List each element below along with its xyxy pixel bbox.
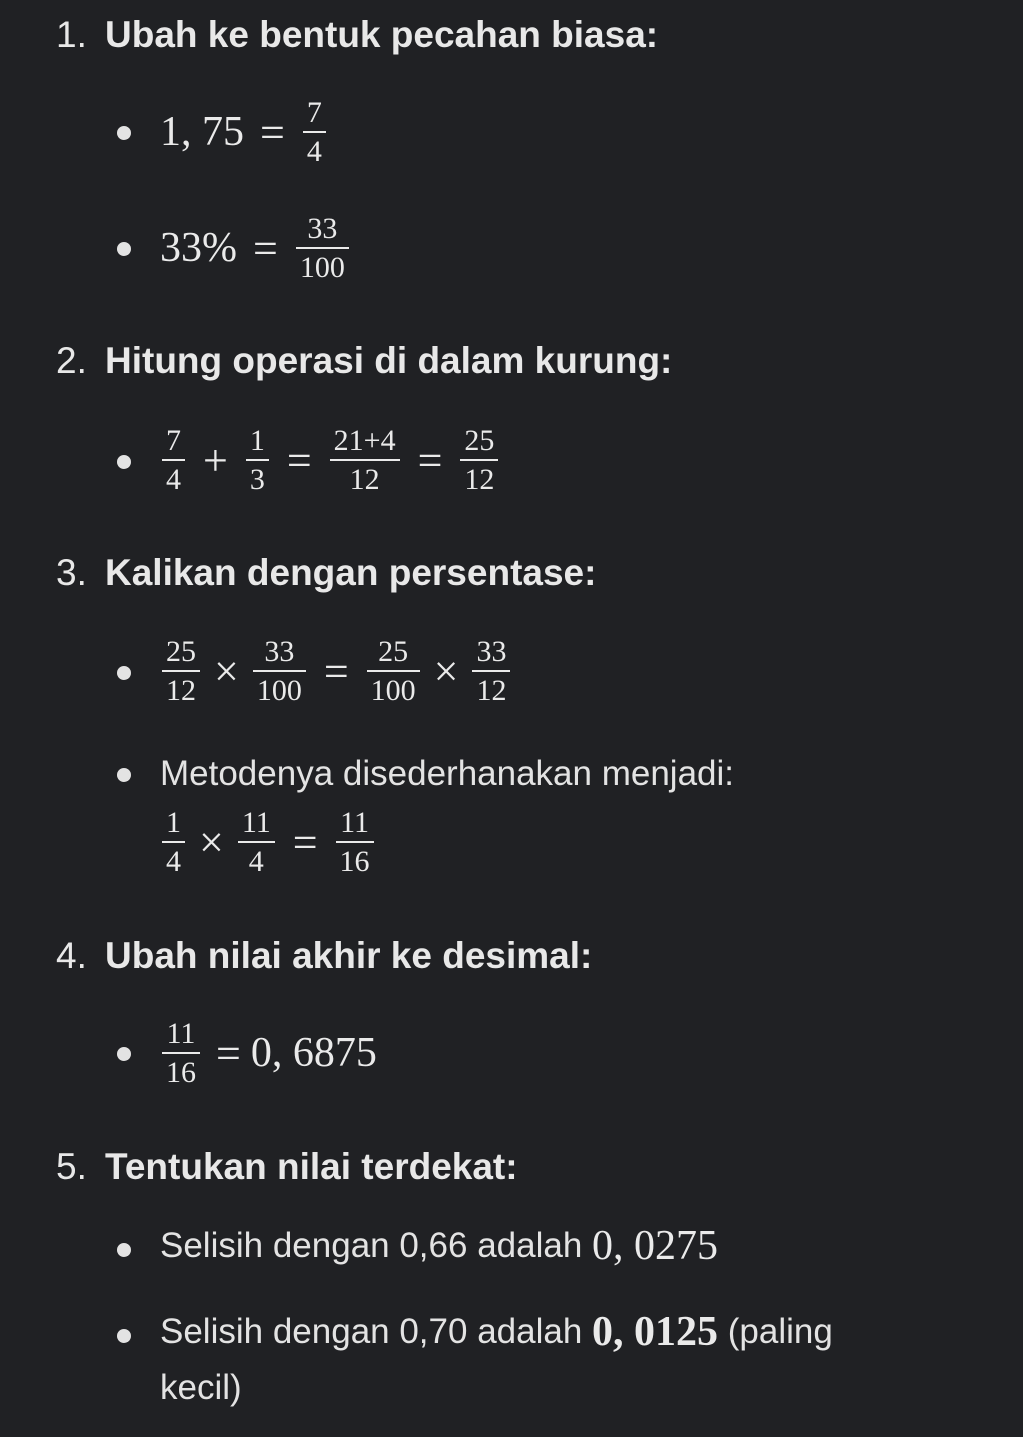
bullet-icon (117, 1243, 131, 1257)
math-line (160, 635, 512, 707)
fraction-bar (330, 459, 400, 461)
denominator: 12 (349, 462, 380, 496)
fraction (162, 1017, 200, 1089)
step-1-heading (56, 16, 658, 53)
math-term: 33% (160, 225, 237, 272)
fraction (162, 635, 200, 707)
equals-sign: = (323, 646, 349, 696)
numerator: 33 (476, 635, 507, 668)
equals-sign: = (292, 817, 318, 867)
fraction-bar (472, 670, 510, 672)
bullet-icon (117, 126, 131, 140)
math-term: 0, 6875 (250, 1030, 377, 1077)
step-title: Kalikan dengan persentase: (105, 552, 597, 593)
difference-value: 0, 0275 (592, 1223, 719, 1269)
step-title: Ubah ke bentuk pecahan biasa: (105, 14, 659, 55)
math-line (160, 424, 500, 496)
fraction (303, 96, 326, 168)
step-number: 3. (56, 552, 87, 593)
denominator: 100 (256, 673, 302, 707)
equals-sign: = (286, 435, 312, 485)
fraction (253, 635, 306, 707)
times-sign: × (214, 646, 239, 696)
math-term: 1, 75 (160, 109, 244, 156)
step-number: 5. (56, 1146, 87, 1187)
fraction (367, 635, 420, 707)
denominator: 4 (166, 462, 181, 496)
fraction (296, 212, 349, 284)
fraction-bar (162, 670, 200, 672)
bullet-icon (117, 1329, 131, 1343)
numerator: 7 (306, 96, 322, 129)
equals-sign: = (417, 435, 443, 485)
denominator: 16 (339, 844, 370, 878)
numerator: 11 (340, 806, 369, 839)
note-text: (paling (718, 1312, 833, 1351)
fraction-bar (303, 131, 326, 133)
denominator: 3 (249, 462, 265, 496)
fraction-bar (246, 459, 269, 461)
numerator: 33 (307, 212, 338, 245)
fraction-bar (162, 841, 185, 843)
step-title: Tentukan nilai terdekat: (105, 1146, 518, 1187)
numerator: 11 (241, 806, 271, 839)
bullet-icon (117, 666, 131, 680)
bullet-icon (117, 242, 131, 256)
note-text-continued: kecil) (160, 1368, 242, 1407)
numerator: 33 (264, 635, 295, 668)
step-4-heading (56, 937, 592, 974)
times-sign: × (199, 817, 224, 867)
plus-sign: + (203, 435, 228, 485)
text-line (160, 754, 734, 794)
denominator: 100 (299, 250, 345, 284)
step-number: 1. (56, 14, 87, 55)
fraction-bar (296, 247, 349, 249)
denominator: 100 (370, 673, 416, 707)
fraction (162, 424, 185, 496)
fraction-bar (253, 670, 306, 672)
numerator: 1 (166, 806, 181, 839)
fraction (472, 635, 510, 707)
numerator: 1 (249, 424, 265, 457)
step-title: Ubah nilai akhir ke desimal: (105, 935, 593, 976)
fraction (330, 424, 400, 496)
denominator: 12 (166, 673, 196, 707)
numerator: 25 (464, 424, 495, 457)
fraction-bar (162, 1052, 200, 1054)
numerator: 21+4 (333, 424, 396, 457)
fraction-bar (162, 459, 185, 461)
step-2-heading (56, 342, 672, 379)
numerator: 11 (166, 1017, 196, 1050)
text-line (160, 1308, 833, 1356)
step-title: Hitung operasi di dalam kurung: (105, 340, 673, 381)
numerator: 25 (378, 635, 409, 668)
fraction (460, 424, 498, 496)
fraction-bar (460, 459, 498, 461)
fraction (336, 806, 374, 878)
fraction-bar (336, 841, 374, 843)
equals-sign: = (253, 223, 278, 273)
text-line (160, 1222, 718, 1270)
math-line (160, 806, 376, 878)
denominator: 4 (248, 844, 264, 878)
bullet-icon (117, 1047, 131, 1061)
fraction-bar (238, 841, 275, 843)
difference-value-highlight: 0, 0125 (592, 1309, 719, 1355)
numerator: 25 (166, 635, 196, 668)
equals-sign: = (260, 107, 285, 157)
bullet-icon (117, 768, 131, 782)
denominator: 4 (166, 844, 181, 878)
fraction (246, 424, 269, 496)
text-line (160, 1368, 242, 1408)
math-line (160, 1017, 377, 1089)
times-sign: × (433, 646, 459, 696)
difference-text: Selisih dengan 0,66 adalah (160, 1226, 593, 1265)
denominator: 16 (166, 1055, 196, 1089)
bullet-icon (117, 455, 131, 469)
denominator: 12 (476, 673, 507, 707)
equals-sign: = (216, 1028, 241, 1078)
fraction (238, 806, 275, 878)
math-line (160, 212, 351, 284)
denominator: 4 (306, 134, 322, 168)
step-number: 4. (56, 935, 87, 976)
numerator: 7 (166, 424, 181, 457)
denominator: 12 (464, 462, 495, 496)
step-5-heading (56, 1148, 518, 1185)
step-number: 2. (56, 340, 87, 381)
explanation-text: Metodenya disederhanakan menjadi: (160, 754, 734, 793)
difference-text: Selisih dengan 0,70 adalah (160, 1312, 593, 1351)
math-line (160, 96, 328, 168)
fraction (162, 806, 185, 878)
step-3-heading (56, 554, 596, 591)
fraction-bar (367, 670, 420, 672)
